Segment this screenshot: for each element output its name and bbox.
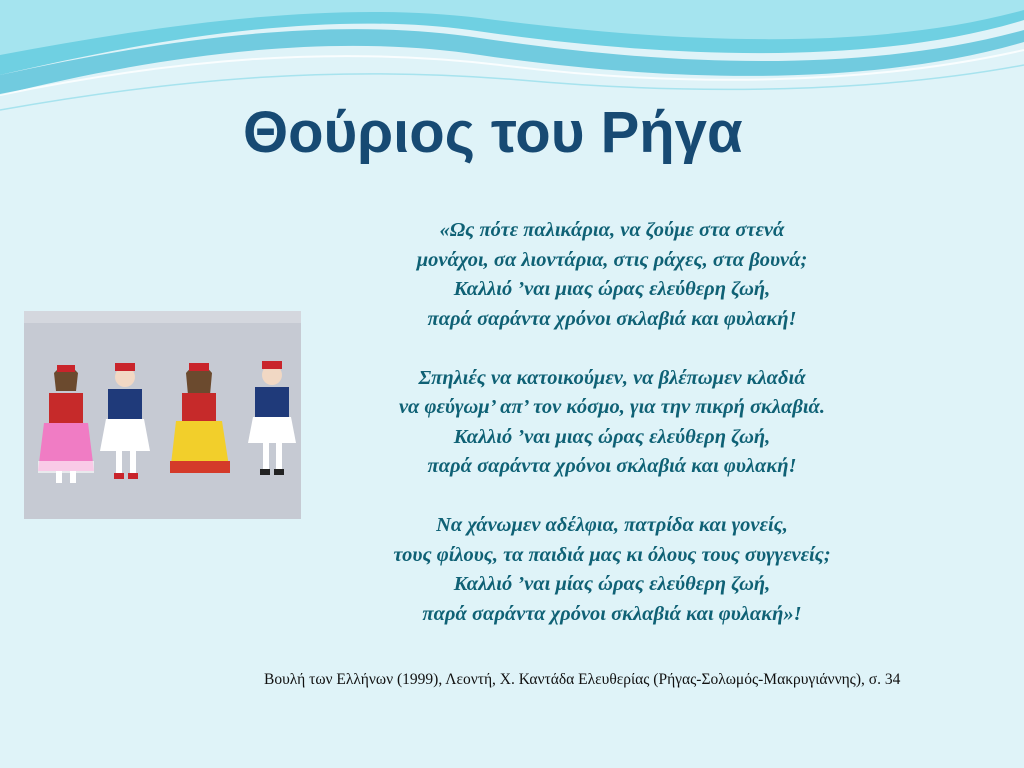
poem-line: τους φίλους, τα παιδιά μας κι όλους τους συγγενείς; xyxy=(393,543,831,566)
poem-line: παρά σαράντα χρόνοι σκλαβιά και φυλακή! xyxy=(427,455,797,477)
paper-dolls-photo xyxy=(24,311,301,519)
poem-line: Σπηλιές να κατοικούμεν, να βλέπωμεν κλαδιά xyxy=(418,366,806,389)
poem-line: παρά σαράντα χρόνοι σκλαβιά και φυλακή! xyxy=(427,307,797,330)
poem-line: «Ως πότε παλικάρια, να ζούμε στα στενά xyxy=(439,219,785,241)
poem-line: μονάχοι, σα λιοντάρια, στις ράχες, στα βουνά; xyxy=(416,248,808,271)
poem-stanza-1 xyxy=(300,216,924,334)
poem-stanza-3 xyxy=(300,511,924,629)
poem-line: παρά σαράντα χρόνοι σκλαβιά και φυλακή»! xyxy=(422,602,802,625)
poem-stanza-2 xyxy=(300,364,924,482)
poem-line: να φεύγωμ’ απ’ τον κόσμο, για την πικρή σκλαβιά. xyxy=(398,396,826,418)
poem-line: Να χάνωμεν αδέλφια, πατρίδα και γονείς, xyxy=(436,514,788,536)
poem-line: Καλλιό ’ναι μιας ώρας ελεύθερη ζωή, xyxy=(453,278,771,300)
poem-line: Καλλιό ’ναι μιας ώρας ελεύθερη ζωή, xyxy=(453,425,771,448)
poem-line: Καλλιό ’ναι μίας ώρας ελεύθερη ζωή, xyxy=(453,573,771,595)
citation-text: Βουλή των Ελλήνων (1999), Λεοντή, Χ. Καντάδα Ελευθερίας (Ρήγας-Σολωμός-Μακρυγιάννης), σ. 34 xyxy=(264,671,901,688)
poem-text xyxy=(300,216,924,659)
slide-title: Θούριος του Ρήγα xyxy=(243,100,743,165)
